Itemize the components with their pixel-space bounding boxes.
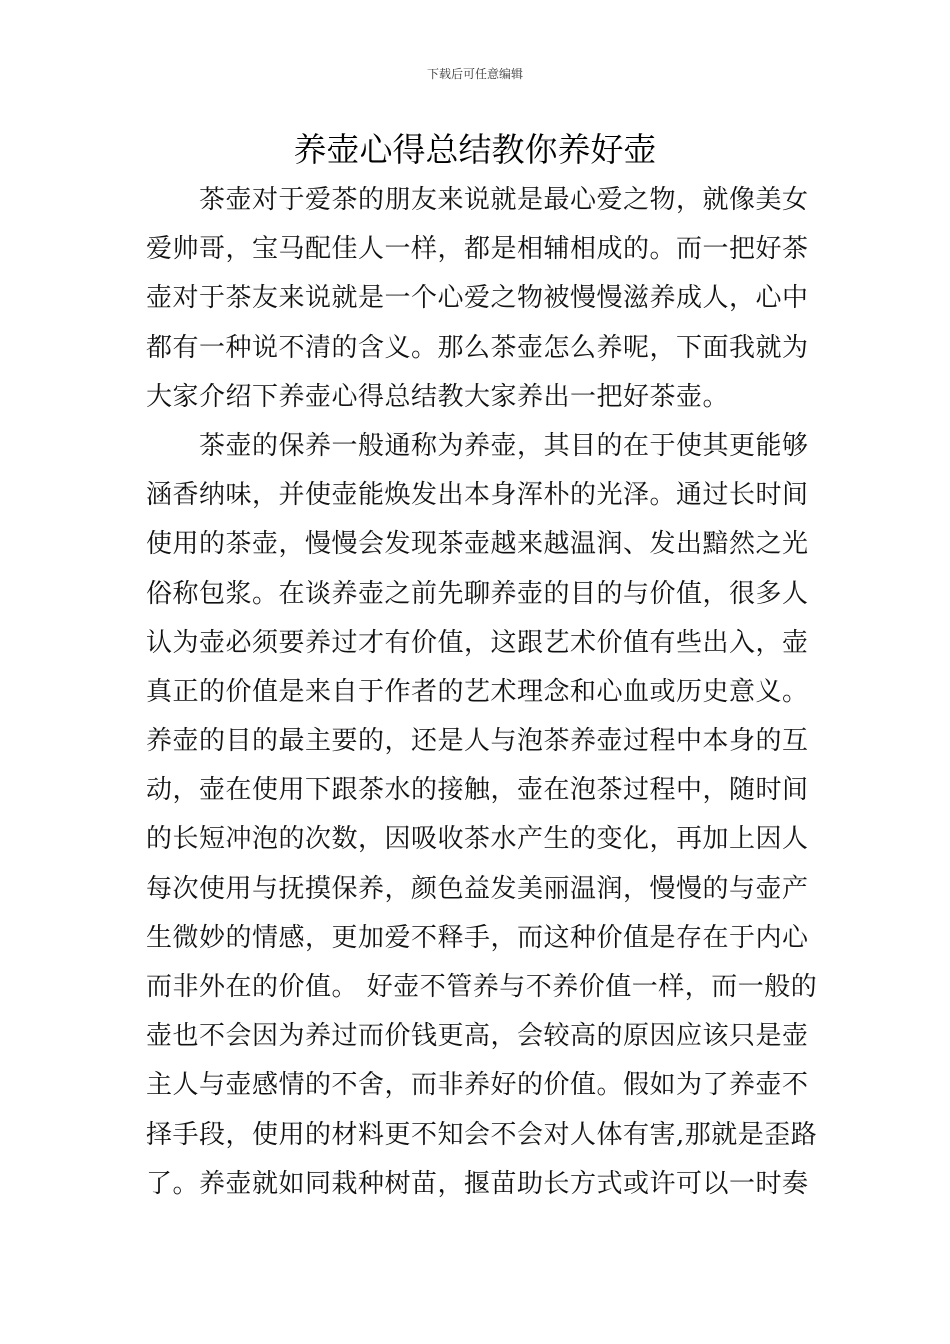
text-line: 使用的茶壶，慢慢会发现茶壶越来越温润、发出黯然之光 xyxy=(146,529,809,560)
text-line: 主人与壶感情的不舍，而非养好的价值。假如为了养壶不 xyxy=(146,1070,809,1101)
header-note: 下载后可任意编辑 xyxy=(426,67,523,81)
text-line: 认为壶必须要养过才有价值，这跟艺术价值有些出入，壶 xyxy=(146,627,809,658)
text-line: 养壶的目的最主要的，还是人与泡茶养壶过程中本身的互 xyxy=(146,726,809,757)
text-line: 真正的价值是来自于作者的艺术理念和心血或历史意义。 xyxy=(146,676,809,707)
text-line: 的长短冲泡的次数，因吸收茶水产生的变化，再加上因人 xyxy=(146,824,809,855)
text-line: 茶壶的保养一般通称为养壶，其目的在于使其更能够 xyxy=(146,430,809,461)
text-line: 动，壶在使用下跟茶水的接触，壶在泡茶过程中，随时间 xyxy=(146,775,809,806)
text-line: 壶也不会因为养过而价钱更高，会较高的原因应该只是壶 xyxy=(146,1021,809,1052)
text-line: 择手段，使用的材料更不知会不会对人体有害,那就是歪路 xyxy=(146,1119,818,1150)
paragraph-2 xyxy=(146,422,818,1209)
paragraph-1 xyxy=(146,176,809,422)
text-line: 生微妙的情感，更加爱不释手，而这种价值是存在于内心 xyxy=(146,922,809,953)
text-line: 俗称包浆。在谈养壶之前先聊养壶的目的与价值，很多人 xyxy=(146,578,809,609)
text-line: 爱帅哥，宝马配佳人一样，都是相辅相成的。而一把好茶 xyxy=(146,234,809,265)
text-line: 都有一种说不清的含义。那么茶壶怎么养呢，下面我就为 xyxy=(146,332,809,363)
body-text xyxy=(146,176,818,1209)
text-line: 每次使用与抚摸保养，颜色益发美丽温润，慢慢的与壶产 xyxy=(146,873,809,904)
text-line: 大家介绍下养壶心得总结教大家养出一把好茶壶。 xyxy=(146,381,730,412)
document-title: 养壶心得总结教你养好壶 xyxy=(293,130,657,169)
text-line: 茶壶对于爱茶的朋友来说就是最心爱之物，就像美女 xyxy=(146,185,809,215)
text-line: 涵香纳味，并使壶能焕发出本身浑朴的光泽。通过长时间 xyxy=(146,480,809,511)
text-line: 而非外在的价值。 好壶不管养与不养价值一样，而一般的 xyxy=(146,972,818,1002)
text-line: 了。养壶就如同栽种树苗，揠苗助长方式或许可以一时奏 xyxy=(146,1168,809,1199)
text-line: 壶对于茶友来说就是一个心爱之物被慢慢滋养成人，心中 xyxy=(146,283,809,314)
